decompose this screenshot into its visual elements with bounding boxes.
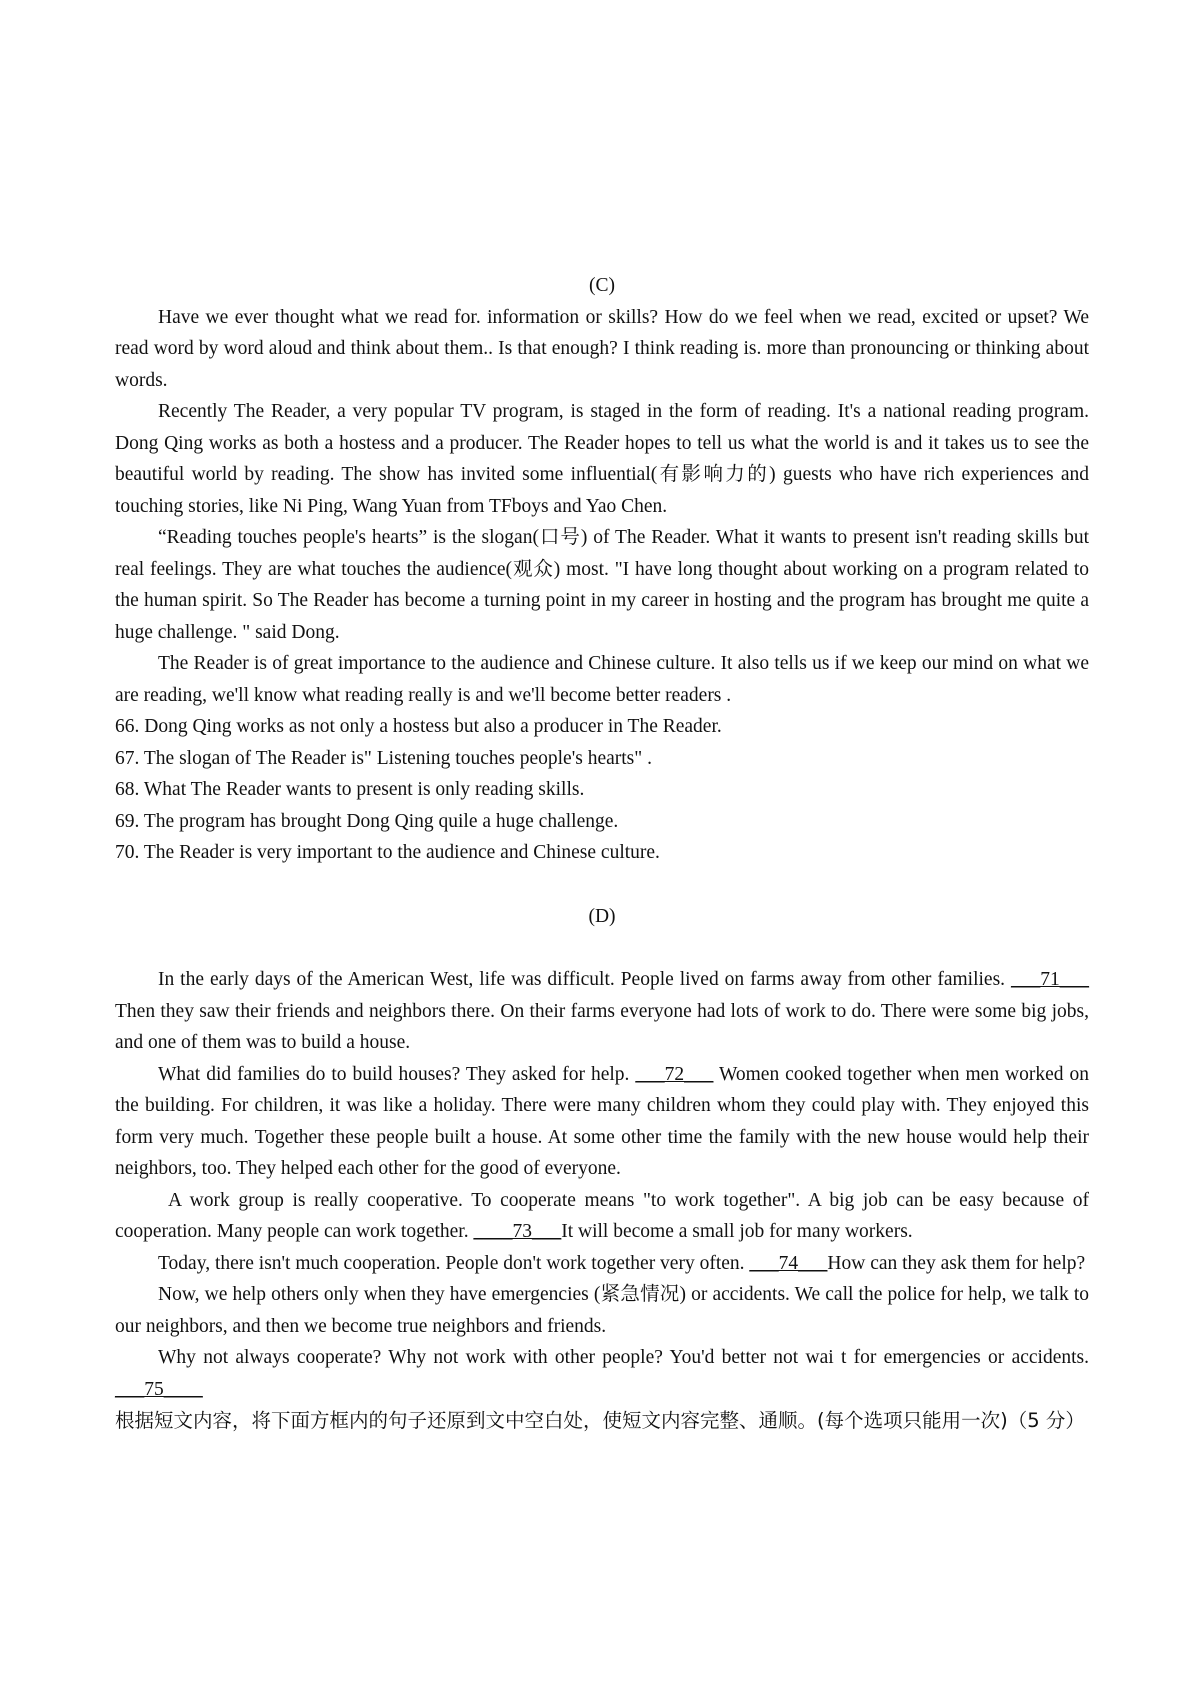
section-c-paragraph-3: “Reading touches people's hearts” is the slogan(口号) of The Reader. What it wants to present isn't reading skills but real feelings. They are what touches the audience(观众) most. "I have long thought about working on a program related to the human spirit. So The Reader has become a turning point in my career in hosting and the program has brought me quite a huge challenge. " said Dong. [115, 527, 1089, 643]
section-d-paragraph-4 [115, 1248, 1089, 1280]
question-66: 66. Dong Qing works as not only a hostess but also a producer in The Reader. [115, 716, 722, 737]
spacer [115, 932, 1089, 964]
question-67: 67. The slogan of The Reader is" Listening touches people's hearts" . [115, 747, 652, 769]
section-c-paragraph-1: Have we ever thought what we read for. information or skills? How do we feel when we read, excited or upset? We read word by word aloud and think about them.. Is that enough? I think reading is. more than pronouncing or thinking about words. [115, 306, 1089, 391]
section-d-paragraph-6 [115, 1342, 1089, 1405]
spacer [115, 869, 1089, 901]
section-c-label: (C) [589, 275, 615, 296]
paragraph-text: Why not always cooperate? Why not work with other people? You'd better not wai t for emergencies or accidents. [158, 1347, 1089, 1368]
paragraph-text: Women cooked together when men worked on the building. For children, it was like a holiday. There were many children whom they could play with. They enjoyed this form very much. Together these people built a house. At some other time the family with the new house would help their neighbors, too. They helped each other for the good of everyone. [115, 1063, 1089, 1179]
question-70: 70. The Reader is very important to the audience and Chinese culture. [115, 842, 660, 863]
blank-72: ___72___ [635, 1063, 714, 1085]
section-d-paragraph-5: Now, we help others only when they have emergencies (紧急情况) or accidents. We call the police for help, we talk to our neighbors, and then we become true neighbors and friends. [115, 1284, 1089, 1337]
document-page [115, 270, 1089, 1437]
blank-75: ___75____ [115, 1378, 203, 1400]
paragraph-text: Then they saw their friends and neighbors there. On their farms everyone had lots of work to do. There were some big jobs, and one of them was to build a house. [115, 1000, 1089, 1053]
section-d-paragraph-2 [115, 1059, 1089, 1185]
blank-73: ____73___ [473, 1221, 562, 1242]
paragraph-text: What did families do to build houses? They asked for help. [158, 1063, 636, 1085]
section-d-paragraph-3 [115, 1185, 1089, 1248]
task-instruction: 根据短文内容，将下面方框内的句子还原到文中空白处，使短文内容完整、通顺。(每个选项只能用一次)（5 分） [115, 1409, 1085, 1432]
paragraph-text: A work group is really cooperative. To cooperate means "to work together". A big job can be easy because of cooperation. Many people can work together. [115, 1189, 1089, 1242]
paragraph-text: Today, there isn't much cooperation. People don't work together very often. [158, 1252, 750, 1274]
paragraph-text: How can they ask them for help? [827, 1252, 1086, 1274]
section-c-paragraph-2: Recently The Reader, a very popular TV program, is staged in the form of reading. It's a national reading program. Dong Qing works as both a hostess and a producer. The Reader hopes to tell us what the world is and it takes us to see the beautiful world by reading. The show has invited some influential(有影响力的) guests who have rich experiences and touching stories, like Ni Ping, Wang Yuan from TFboys and Yao Chen. [115, 401, 1089, 517]
paragraph-text: In the early days of the American West, life was difficult. People lived on farms away from other families. [158, 969, 1006, 990]
paragraph-text: It will become a small job for many workers. [561, 1221, 913, 1242]
blank-74: ___74___ [749, 1252, 828, 1274]
question-69: 69. The program has brought Dong Qing quile a huge challenge. [115, 810, 619, 832]
question-68: 68. What The Reader wants to present is only reading skills. [115, 779, 585, 800]
section-d-paragraph-1 [115, 964, 1089, 1059]
section-d-label: (D) [588, 905, 616, 927]
blank-71: ___71___ [1011, 969, 1090, 990]
section-c-paragraph-4: The Reader is of great importance to the audience and Chinese culture. It also tells us if we keep our mind on what we are reading, we'll know what reading really is and we'll become better readers . [115, 653, 1089, 706]
